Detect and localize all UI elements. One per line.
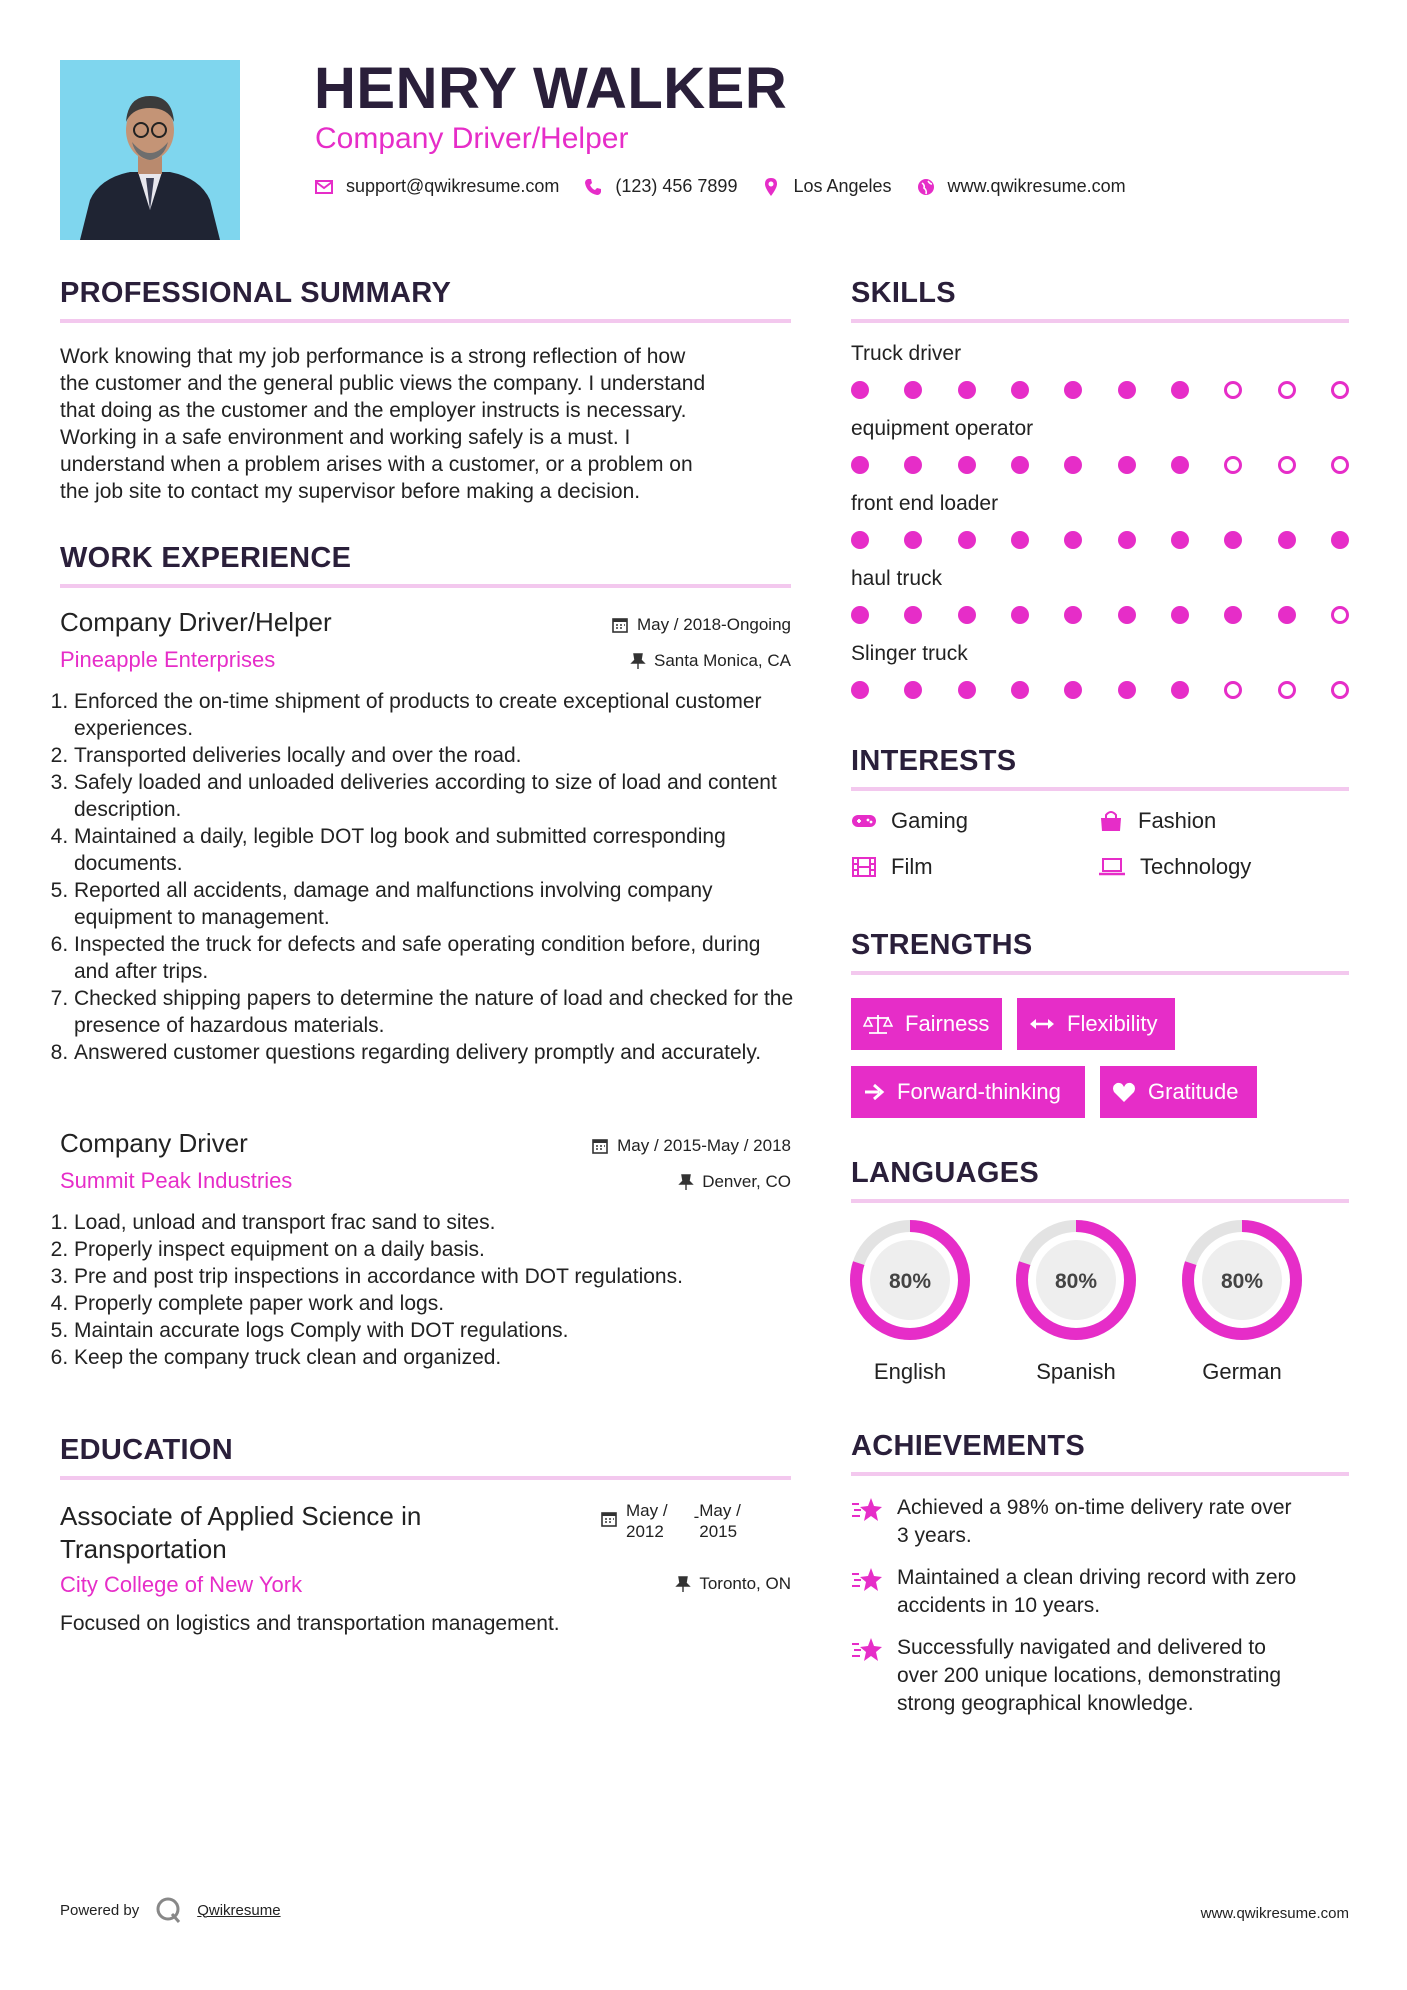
globe-icon [916,177,936,197]
skill-dot-filled [1011,381,1029,399]
laptop-icon [1098,856,1126,878]
language-percent: 80% [1220,1270,1264,1293]
summary-line: the job site to contact my supervisor before making a decision. [60,480,641,503]
footer-url[interactable]: www.qwikresume.com [1200,1905,1349,1922]
strength-tag [1017,998,1175,1050]
skill-dot-filled [1011,456,1029,474]
footer-powered-by [60,1895,281,1925]
interests-heading: INTERESTS [851,745,1017,777]
list-item: 7. Checked shipping papers to determine the nature of load and checked for the presence of hazardous materials. [74,985,796,1039]
person-avatar-icon [60,60,240,240]
interest-item [1098,808,1216,834]
language-gauge [1014,1218,1138,1342]
shooting-star-icon [851,1566,883,1594]
email-link[interactable]: support@qwikresume.com [346,176,560,196]
skill-dot-filled [1171,456,1189,474]
website-link[interactable]: www.qwikresume.com [947,176,1126,196]
skill-dot-filled [958,606,976,624]
job-title: Company Driver [60,1128,248,1158]
list-item: 5. Reported all accidents, damage and malfunctions involving company equipment to management. [74,877,796,931]
skill-dot-empty [1278,681,1296,699]
strengths-heading: STRENGTHS [851,929,1033,961]
calendar-icon [600,1510,618,1528]
skill-dot-filled [958,531,976,549]
candidate-name: HENRY WALKER [314,56,788,121]
skill-dot-empty [1331,681,1349,699]
strength-label: Flexibility [1067,1011,1158,1036]
education-end [694,1500,741,1542]
shopping-bag-icon [1098,810,1124,832]
skill-dot-filled [1224,606,1242,624]
achievement-text [897,1634,1281,1718]
achievement-line: Successfully navigated and delivered to [897,1636,1266,1659]
achievement-item [851,1564,1351,1620]
film-icon [851,856,877,878]
skill-dot-filled [1171,531,1189,549]
list-item: 2. Properly inspect equipment on a daily basis. [74,1236,796,1263]
skill-dot-filled [1171,381,1189,399]
language-gauge [848,1218,972,1342]
skill-dot-filled [1064,606,1082,624]
summary-text [60,343,800,505]
skill-rating [851,606,1349,624]
language-label: German [1202,1359,1282,1384]
education-description: Focused on logistics and transportation management. [60,1612,560,1635]
arrow-right-icon [863,1082,885,1102]
shooting-star-icon [851,1496,883,1524]
end-year: 2015 [699,1522,738,1541]
duties-list [56,688,796,1066]
skill-rating [851,681,1349,699]
skill-dot-filled [904,381,922,399]
list-item: 1. Enforced the on-time shipment of products to create exceptional customer experiences. [74,688,796,742]
achievement-line: Maintained a clean driving record with zero [897,1566,1297,1589]
skill-dot-empty [1278,381,1296,399]
language-item [848,1218,972,1385]
job-dates-text: May / 2018-Ongoing [636,615,791,634]
interest-label: Film [891,854,933,879]
pushpin-icon [678,1173,694,1191]
job-title: Company Driver/Helper [60,607,332,637]
experience-heading: WORK EXPERIENCE [60,542,352,574]
language-label: English [873,1359,947,1384]
contact-row [314,176,1150,197]
language-item [1014,1218,1138,1385]
skill-dot-empty [1331,456,1349,474]
interest-label: Fashion [1138,808,1217,833]
skill-rating [851,531,1349,549]
phone-icon [583,177,603,197]
job-location-text: Denver, CO [702,1172,791,1191]
interest-label: Technology [1140,854,1252,879]
summary-line: Working in a safe environment and working safely is a must. I [60,426,631,449]
skill-dot-filled [1331,531,1349,549]
skill-dot-filled [904,531,922,549]
language-percent: 80% [1054,1270,1098,1293]
achievement-line: Achieved a 98% on-time delivery rate over [897,1496,1292,1519]
achievement-line: accidents in 10 years. [897,1594,1101,1617]
skill-label: haul truck [851,567,943,590]
languages-heading: LANGUAGES [851,1157,1039,1189]
skill-dot-filled [1118,456,1136,474]
skill-dot-filled [904,456,922,474]
language-item [1180,1218,1304,1385]
list-item: 6. Keep the company truck clean and organized. [74,1344,796,1371]
skill-dot-filled [851,606,869,624]
skill-dot-filled [851,456,869,474]
skill-dot-filled [1171,681,1189,699]
start-month: May / [626,1501,668,1520]
skill-dot-empty [1224,456,1242,474]
skill-dot-filled [958,681,976,699]
strength-label: Fairness [905,1011,990,1036]
summary-line: that doing as the customer and the employer instructs is necessary. [60,399,687,422]
qwikresume-logo-icon [153,1895,183,1925]
school-name: City College of New York [60,1572,303,1597]
skill-dot-filled [1224,531,1242,549]
list-item: 4. Maintained a daily, legible DOT log book and submitted corresponding documents. [74,823,796,877]
job-location [480,651,791,671]
strengths-divider [851,971,1349,975]
skill-label: equipment operator [851,417,1034,440]
brand-link[interactable]: Qwikresume [197,1901,281,1919]
degree-title [60,1500,421,1566]
skill-label: front end loader [851,492,999,515]
interest-item [1098,854,1251,880]
achievement-item [851,1494,1351,1550]
powered-by-text: Powered by [60,1901,140,1919]
language-percent: 80% [888,1270,932,1293]
envelope-icon [314,177,334,197]
skill-dot-filled [1118,531,1136,549]
list-item: 2. Transported deliveries locally and over the road. [74,742,796,769]
job-dates [480,615,791,635]
skill-dot-filled [958,381,976,399]
skill-dot-filled [1064,381,1082,399]
degree-line: Associate of Applied Science in [60,1501,422,1531]
languages-divider [851,1199,1349,1203]
company-name: Summit Peak Industries [60,1168,293,1193]
skill-dot-filled [1118,606,1136,624]
skill-label: Truck driver [851,342,962,365]
skill-dot-filled [851,681,869,699]
skill-dot-filled [958,456,976,474]
candidate-title: Company Driver/Helper [315,122,629,155]
summary-line: Work knowing that my job performance is a strong reflection of how [60,345,686,368]
skill-dot-filled [1278,606,1296,624]
strength-tag [1100,1066,1257,1118]
skill-dot-filled [904,681,922,699]
skill-dot-filled [1064,456,1082,474]
interest-item [851,854,933,880]
skill-dot-filled [851,381,869,399]
date-separator: - [693,1507,700,1526]
strength-tag [851,1066,1085,1118]
strength-label: Gratitude [1148,1079,1239,1104]
start-year: 2012 [626,1522,664,1541]
list-item: 1. Load, unload and transport frac sand to sites. [74,1209,796,1236]
strength-label: Forward-thinking [897,1079,1061,1104]
list-item: 3. Pre and post trip inspections in accordance with DOT regulations. [74,1263,796,1290]
skills-divider [851,319,1349,323]
education-dates [600,1500,741,1542]
degree-line: Transportation [60,1534,227,1564]
interest-label: Gaming [891,808,969,833]
achievement-text [897,1564,1296,1620]
end-month: May / [699,1501,741,1520]
language-gauge [1180,1218,1304,1342]
achievements-heading: ACHIEVEMENTS [851,1430,1086,1462]
skill-dot-filled [1064,531,1082,549]
job-dates [480,1136,791,1156]
shooting-star-icon [851,1636,883,1664]
summary-divider [60,319,791,323]
list-item: 4. Properly complete paper work and logs. [74,1290,796,1317]
gamepad-icon [851,811,877,831]
language-label: Spanish [1036,1359,1116,1384]
achievement-line: over 200 unique locations, demonstrating [897,1664,1282,1687]
achievement-text [897,1494,1292,1550]
list-item: 5. Maintain accurate logs Comply with DOT regulations. [74,1317,796,1344]
achievement-line: 3 years. [897,1524,972,1547]
skill-dot-filled [851,531,869,549]
achievement-line: strong geographical knowledge. [897,1692,1194,1715]
achievement-item [851,1634,1351,1718]
company-name: Pineapple Enterprises [60,647,276,672]
skill-dot-filled [904,606,922,624]
skill-dot-empty [1331,381,1349,399]
profile-photo [60,60,240,240]
balance-scale-icon [863,1013,893,1035]
skill-dot-filled [1278,531,1296,549]
list-item: 6. Inspected the truck for defects and safe operating condition before, during and after trips. [74,931,796,985]
skill-dot-filled [1011,531,1029,549]
job-location [480,1172,791,1192]
skill-label: Slinger truck [851,642,968,665]
job-location-text: Santa Monica, CA [653,651,791,670]
skill-rating [851,381,1349,399]
education-heading: EDUCATION [60,1434,233,1466]
skill-dot-empty [1278,456,1296,474]
summary-line: understand when a problem arises with a customer, or a problem on [60,453,693,476]
education-location-text: Toronto, ON [699,1574,791,1593]
calendar-icon [611,616,629,634]
summary-heading: PROFESSIONAL SUMMARY [60,277,452,309]
arrows-horizontal-icon [1029,1016,1055,1032]
achievements-divider [851,1472,1349,1476]
phone-number[interactable]: (123) 456 7899 [615,176,738,196]
skill-dot-filled [1171,606,1189,624]
education-start [626,1500,668,1542]
duties-list [56,1209,796,1371]
pushpin-icon [675,1575,691,1593]
skill-dot-filled [1064,681,1082,699]
pushpin-icon [630,652,646,670]
strength-tag [851,998,1002,1050]
interests-divider [851,787,1349,791]
skill-dot-filled [1118,681,1136,699]
job-dates-text: May / 2015-May / 2018 [617,1136,791,1155]
education-location [480,1574,791,1594]
experience-divider [60,584,791,588]
heart-icon [1112,1081,1136,1103]
interest-item [851,808,968,834]
skill-dot-filled [1011,681,1029,699]
location-text: Los Angeles [793,176,892,196]
list-item: 8. Answered customer questions regarding delivery promptly and accurately. [74,1039,796,1066]
map-marker-icon [761,177,781,197]
skill-dot-empty [1224,681,1242,699]
education-divider [60,1476,791,1480]
skill-dot-filled [1011,606,1029,624]
list-item: 3. Safely loaded and unloaded deliveries according to size of load and content description. [74,769,796,823]
calendar-icon [591,1137,609,1155]
skill-dot-filled [1118,381,1136,399]
skill-dot-empty [1224,381,1242,399]
skills-heading: SKILLS [851,277,956,309]
summary-line: the customer and the general public views the company. I understand [60,372,706,395]
skill-rating [851,456,1349,474]
skill-dot-empty [1331,606,1349,624]
